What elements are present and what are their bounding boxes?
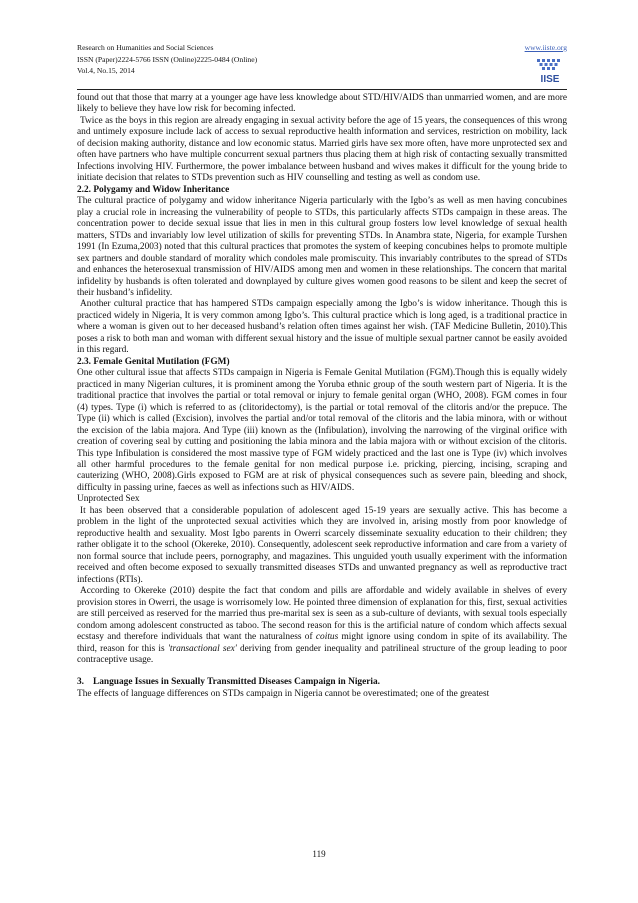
paragraph-condom-usage	[77, 586, 567, 666]
paragraph-unprotected-sex: It has been observed that a considerable population of adolescent aged 15-19 years are sexually active. This has become a problem in the light of the unprotected sexual activities which they are involved in, arising mostly from poor knowledge of reproductive health and sexuality. Most Igbo parents in Owerri scarcely disseminate sexuality education to their children; they rather obligate it to the school (Okereke, 2010). Consequently, adolescent seek reproductive information and care from a variety of non formal source that include peers, pornography, and magazines. This unguided youth usually experiment with the information received and often become exposed to sexually transmitted diseases STDs and unwanted pregnancy as well as reproductive tract infections (RTIs).	[77, 505, 567, 585]
paragraph-fgm: One other cultural issue that affects STDs campaign in Nigeria is Female Genital Mutilation (FGM).Though this is equally widely practiced in many Nigerian cultures, it is prominent among the Yoruba ethnic group of the south western part of Nigeria. It is the traditional practice that involves the partial or total removal or injury to female genital organ (WHO, 2008). FGM comes in four (4) types. Type (i) which is referred to as (clitoridectomy), is the partial or total removal of the clitoris and/or the prepuce. The Type (ii) which is called (Excision), involves the partial and/or total removal of the clitoris and the labia minora, with or without the excision of the labia majora. And Type (iii) known as the (Infibulation), involving the narrowing of the virginal orifice with creation of covering seal by cutting and positioning the labia minora and the labia majora with or without excision of the clitoris. This type Infibulation is considered the most massive type of FGM widely practiced and the last one is Type (iv) which involves all other harmful procedures to the female genital for non medical purpose i.e. pricking, piercing, incising, scraping and cauterizing (WHO, 2008).Girls exposed to FGM are at risk of physical consequences such as severe pain, bleeding and shock, difficulty in passing urine, faeces as well as infections such as HIV/AIDS.	[77, 368, 567, 493]
section-number: 3.	[77, 677, 85, 688]
journal-title: Research on Humanities and Social Sciences	[77, 43, 214, 52]
page-number: 119	[312, 849, 326, 859]
paragraph-marriage-knowledge: found out that those that marry at a younger age have less knowledge about STD/HIV/AIDS than unmarried women, and are more likely to believe they have low risk for becoming infected.	[77, 93, 567, 115]
page-header	[77, 42, 567, 77]
volume-line: Vol.4, No.15, 2014	[77, 66, 135, 75]
paragraph-polygamy: The cultural practice of polygamy and widow inheritance Nigeria particularly with the Igbo’s as well as men having concubines play a crucial role in increasing the vulnerability of people to STDs, this particularly affects STDs campaign in these areas. The concentration power to decide sexual issue that lies in men in this cultural group fosters low level knowledge of sexual health matters, STDs and invariably low level utilization of skills for preventing STDs. In Anambra state, Nigeria, for example Turshen 1991 (In Ezuma,2003) noted that this cultural practices that promotes the system of keeping concubines helps to promote multiple sex partners and double standard of morality which condoles male promiscuity. This invariably contributes to the spread of STDs and enhances the heterosexual transmission of HIV/AIDS among men and women in these relationships. The concern that marital infidelity by husbands is often tolerated and downplayed by culture gives women good reasons to be silent and keep the secret of their husband’s infidelity.	[77, 196, 567, 298]
transactional-sex-term: 'transactional sex'	[167, 643, 237, 654]
paragraph-early-exposure: Twice as the boys in this region are already engaging in sexual activity before the age of 15 years, the consequences of this wrong and untimely exposure include lack of access to sexual reproductive health information and services, restriction on mobility, lack of decision making authority, distance and low economic status. Married girls have sex more often, have more unprotected sex and often have partners who have multiple concurrent sexual partners thus placing them at high risk of contacting sexually transmitted Infections involving HIV. Furthermore, the power imbalance between husband and wives makes it difficult for the young bride to initiate decision that relates to STDs prevention such as HIV counselling and testing as well as condom use.	[77, 115, 567, 184]
condom-text-b: might ignore using condom in spite of its availability. The third, reason for this is	[77, 632, 567, 654]
paragraph-widow-inheritance: Another cultural practice that has hampered STDs campaign especially among the Igbo’s is widow inheritance. Though this is practiced widely in Nigeria, It is very common among Igbo’s. This cultural practice which is long aged, is a traditional practice in where a woman is given out to her deceased husband’s relation often times against her wish. (TAF Medicine Bulletin, 2010).This poses a risk to both man and woman with different sexual history and the issue of multiple sexual partner cannot be easily avoided in this regard.	[77, 299, 567, 356]
condom-text-c: deriving from gender inequality and patrilineal structure of the group leading to poor contraceptive usage.	[77, 643, 567, 665]
section-title: Language Issues in Sexually Transmitted Diseases Campaign in Nigeria.	[93, 677, 381, 688]
section-heading-language	[77, 677, 567, 688]
coitus-term: coitus	[315, 632, 339, 643]
section-heading-polygamy: 2.2. Polygamy and Widow Inheritance	[77, 184, 230, 195]
paragraph-language-effects: The effects of language differences on STDs campaign in Nigeria cannot be overestimated; one of the greatest	[77, 688, 490, 699]
article-body	[77, 93, 567, 700]
issn-line: ISSN (Paper)2224-5766 ISSN (Online)2225-0484 (Online)	[77, 54, 258, 64]
section-heading-fgm: 2.3. Female Genital Mutilation (FGM)	[77, 356, 230, 367]
section-spacer	[77, 666, 567, 677]
condom-text-a: According to Okereke (2010) despite the fact that condom and pills are affordable and widely available in shelves of every provision stores in Owerri, the usage is worrisomely low. He pointed three dimension of explanation for this, first, sexual activities are still perceived as reserved for the married thus pre-marital sex is seen as a sub-culture of deviants, with sexual tools especially condom among adolescent constructed as taboo. The second reason for this is the artificial nature of condom which affects sexual ecstasy and therefore individuals that want the naturalness of	[77, 586, 567, 643]
journal-url-link[interactable]: www.iiste.org	[524, 43, 567, 52]
iiste-logo-icon	[535, 58, 565, 84]
subheading-unprotected-sex: Unprotected Sex	[77, 494, 140, 505]
header-divider	[77, 89, 567, 90]
logo-text: IISE	[540, 74, 560, 84]
